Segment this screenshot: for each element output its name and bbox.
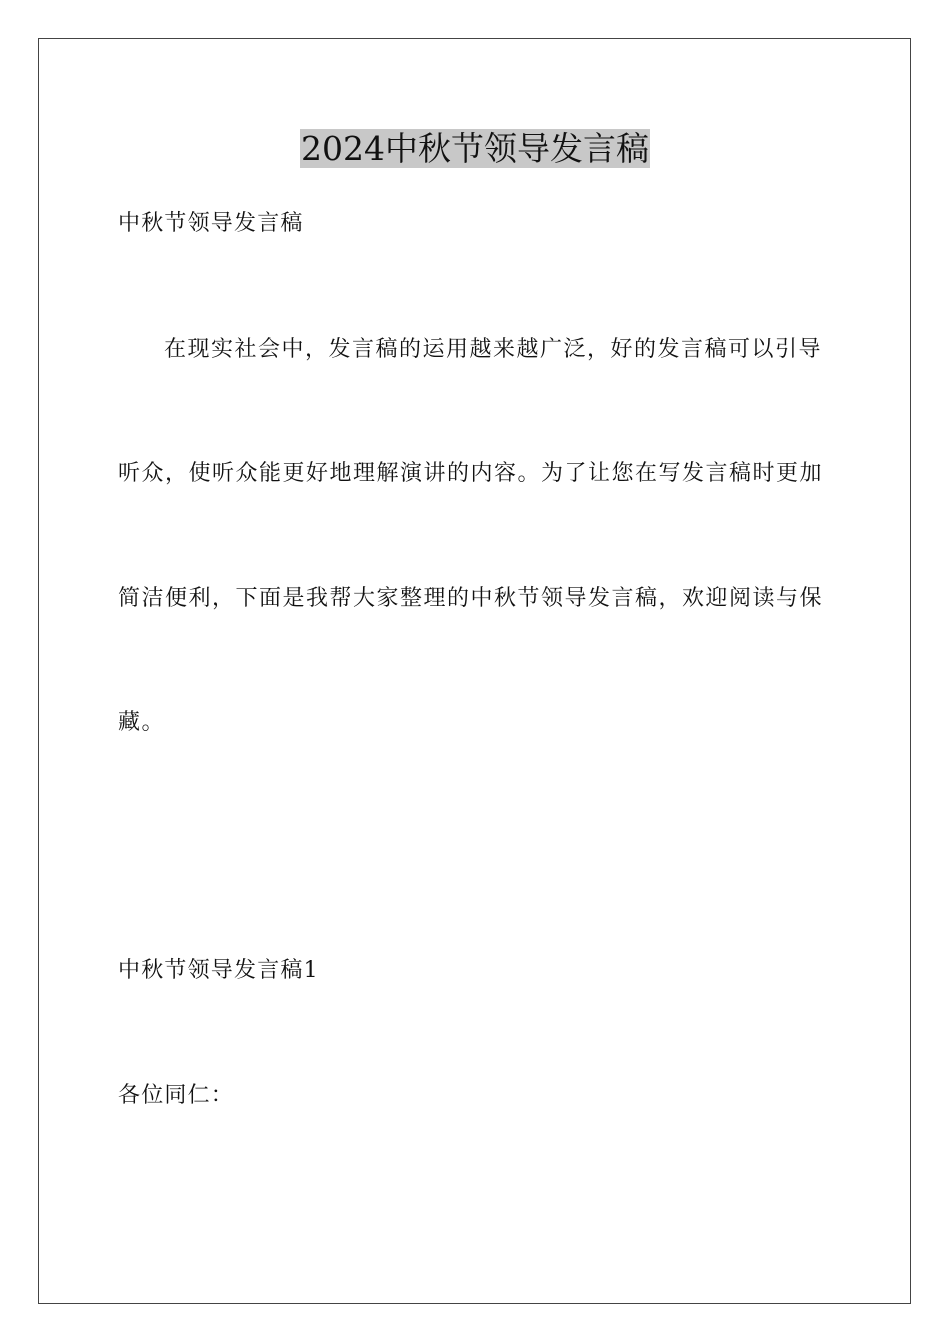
document-subtitle: 中秋节领导发言稿	[118, 211, 304, 236]
intro-line-1: 在现实社会中，发言稿的运用越来越广泛，好的发言稿可以引导	[164, 337, 823, 362]
document-title-text: 2024中秋节领导发言稿	[301, 129, 649, 168]
intro-line-2: 听众，使听众能更好地理解演讲的内容。为了让您在写发言稿时更加	[118, 461, 824, 486]
intro-line-3: 简洁便利，下面是我帮大家整理的中秋节领导发言稿，欢迎阅读与保	[118, 586, 824, 611]
document-title	[0, 128, 950, 170]
intro-line-4: 藏。	[118, 710, 166, 735]
section-heading: 中秋节领导发言稿1	[118, 958, 319, 983]
salutation: 各位同仁：	[118, 1083, 235, 1108]
